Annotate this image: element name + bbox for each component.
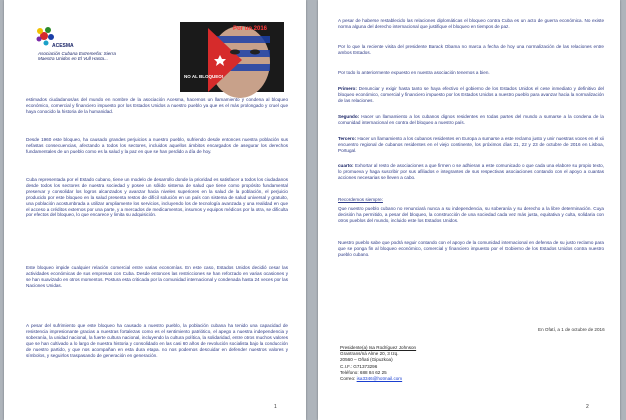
signature-city: 20560 – Oñati (Gipuzkoa)	[340, 357, 393, 363]
acesma-logo	[34, 24, 74, 50]
paragraph: A pesar de haberse restablecido las relaciones diplomáticas el bloqueo contra Cuba es un acto de guerra económica. No existe norma alguna del derecho internacional que justifique el bloqueo en tiempos de paz.	[338, 18, 604, 29]
banner-bottom-text: NO AL BLOQUEO!	[184, 74, 224, 79]
paragraph: Por lo que la reciente visita del presidente Barack Obama no marca a fecha de hoy una normalización de las relaciones entre ambos Estados.	[338, 44, 604, 55]
recordemos-heading: Recordemos siempre:	[338, 197, 383, 202]
label-primero: Primero:	[338, 86, 357, 91]
flag-face-image	[180, 22, 284, 92]
label-tercero: Tercero:	[338, 136, 357, 141]
org-line-2: Maestra Unidos en El Vull Hasta...	[38, 56, 108, 62]
email-link[interactable]: isa3346@hotmail.com	[356, 376, 403, 382]
signature-name: Presidente(a) Isa Rodríguez Johnson	[340, 345, 417, 350]
label-cuarto: cuarto:	[338, 163, 354, 168]
paragraph: A pesar del sufrimiento que este bloqueo ha causado a nuestro pueblo, la población cubana ha tenido una capacidad de resistencia impresionante gracias a nuestras fortalezas como es el sentimiento patriótico, el apego a nuestra independencia y soberanía, la unidad nacional, la fuerte cultura nacional, incluyendo la cultura política, la solidaridad, entre otros muchos valores que se han cultivado a lo largo de nuestra historia y consolidado en las casi 60 años de revolución socialista bajo la conducción de nuestro partido, y que nos acompañan en esta dura etapa. no nos podemos descuidar en defender nuestros valores y símbolos, y seguirlos traspasando de generación en generación.	[26, 323, 288, 358]
signature-address: Grantrans/ná Alme 20, 3 Izq.	[340, 351, 399, 357]
paragraph: Por todo lo anteriormente expuesto en nuestra asociación tenemos a bien.	[338, 70, 490, 75]
document-page-2	[318, 0, 620, 420]
campaign-banner	[180, 22, 284, 92]
page-number: 1	[274, 404, 277, 410]
signature-block	[340, 345, 416, 382]
signature-cif: C.I.F.: G71373296	[340, 363, 378, 369]
point-primero	[338, 86, 604, 104]
point-text: Exhortar al resto de asociaciones a que firmen o se adhieran a este comunicado o que cada una elabore su propio texto, lo promueva y haga suscribir por sus afiliados e integrantes de sus respectivas asociaciones contando con el apoyo a cuantas acciones necesarias se lleven a cabo.	[338, 163, 605, 180]
point-segundo	[338, 114, 604, 126]
point-text: Hacer un llamamiento a los cubanos residentes en Europa a sumarse a este reclamo justo y unir nuestras voces en el xii encuentro regional de cubanos residentes en el viejo continente, los próximos días 21, 22 y 23 de octubre de 2016 en Lisboa, Portugal.	[338, 136, 604, 153]
paragraph: Desde 1960 este bloqueo, ha causado grandes perjuicios a nuestro pueblo, sufriendo desde entonces nuestra población sus nefastas consecuencias, afectando a todos los sectores, incluidos aquellos ámbitos encargados de asegurar los derechos fundamentales de un pueblo como es la salud y la paz en que se han perdido a día de hoy.	[26, 137, 288, 154]
org-name: ACESMA	[52, 43, 74, 49]
paragraph: Nuestro pueblo sabe que podrá seguir contando con el apoyo de la comunidad internacional en defensa de su justo reclamo para que se ponga fin al bloqueo económico, comercial y financiero impuesto por el Gobierno de los Estados Unidos contra nuestro pueblo cubano.	[338, 240, 604, 257]
signature-phone: Teléfono: 688 84 62 25	[340, 369, 387, 375]
org-line-1: Asociación Cubana Extremeña: Sierra	[38, 51, 116, 56]
point-text: Hacer un llamamiento a los cubanos dignos residentes en todas partes del mundo a sumarse a la condena de la comunidad internacional en contra del bloqueo a nuestro país.	[338, 114, 604, 125]
label-segundo: Segundo:	[338, 114, 360, 119]
email-label: Correo:	[340, 376, 356, 382]
point-cuarto	[338, 163, 604, 181]
paragraph: Cuba representada por el Estado cubano, tiene un modelo de desarrollo donde la prioridad es satisfacer a todos los ciudadanos desde todos los sectores de nuestra sociedad y posee un sólido sistema de salud que tiene como propósito fundamental preservar y consolidar los logros alcanzados y avanzar hacia niveles superiores en la salud de la población, el perjuicio producido por este bloqueo en la salud presenta restos de difícil solución en un país con sistema de salud universal y gratuito, una población acostumbrada a utilizar ampliamente los servicios, incluyendo los de tecnología avanzada y una realidad en que el acceso a créditos externos por una parte, y a mercados de medicamentos, insumos y equipos médicos por la otra, se dificulta por efectos del bloqueo, lo que encarece y limita su adquisición.	[26, 177, 288, 218]
paragraph: Este bloqueo impide cualquier relación comercial entre varias economías. En este caso, Estados Unidos decidió cesar las actividades económicas de sus empresas con Cuba. Desde entonces las restricciones se han reforzado en varias ocasiones y se han suavizado en otros momentos. Postura esta criticada por la comunidad internacional y condenada hasta 24 veces por las Naciones Unidas.	[26, 265, 288, 288]
paragraph: Que nuestro pueblo cubano no renunciará nunca a su independencia, su soberanía y su derecho a la libre determinación. Cuya decisión ha permitido, a pesar del bloqueo, la construcción de una sociedad cada vez más justa, equitativa y culta, solidaria con otros pueblos del mundo, incluido este los Estados Unidos.	[338, 206, 604, 223]
point-tercero	[338, 136, 604, 154]
page-number: 2	[586, 404, 589, 410]
date-line: En Ofatí, a 1 de octubre de 2016	[538, 327, 605, 332]
point-text: Denunciar y exigir hasta tanto se haya efectivo el gobierno de los Estados Unidos el cese inmediato y definitivo del bloqueo económico, comercial y financiero impuesto por los Estados Unidos a nuestro pueblo para avanzar hacia la normalización de las relaciones.	[338, 86, 604, 103]
signature-email-row	[340, 376, 416, 382]
paragraph: estimados ciudadanos/as del mundo en nombre de la asociación Acesma, hacemos un llamamiento y condena al bloqueo económico, comercial y financiero impuesto por los Estados Unidos a nuestro pueblo ya que es el más prolongado y cruel que haya conocido la historia de la humanidad.	[26, 97, 288, 114]
banner-top-text: Por un 2016	[232, 26, 268, 32]
document-page-1	[4, 0, 306, 420]
org-caption	[38, 51, 116, 61]
